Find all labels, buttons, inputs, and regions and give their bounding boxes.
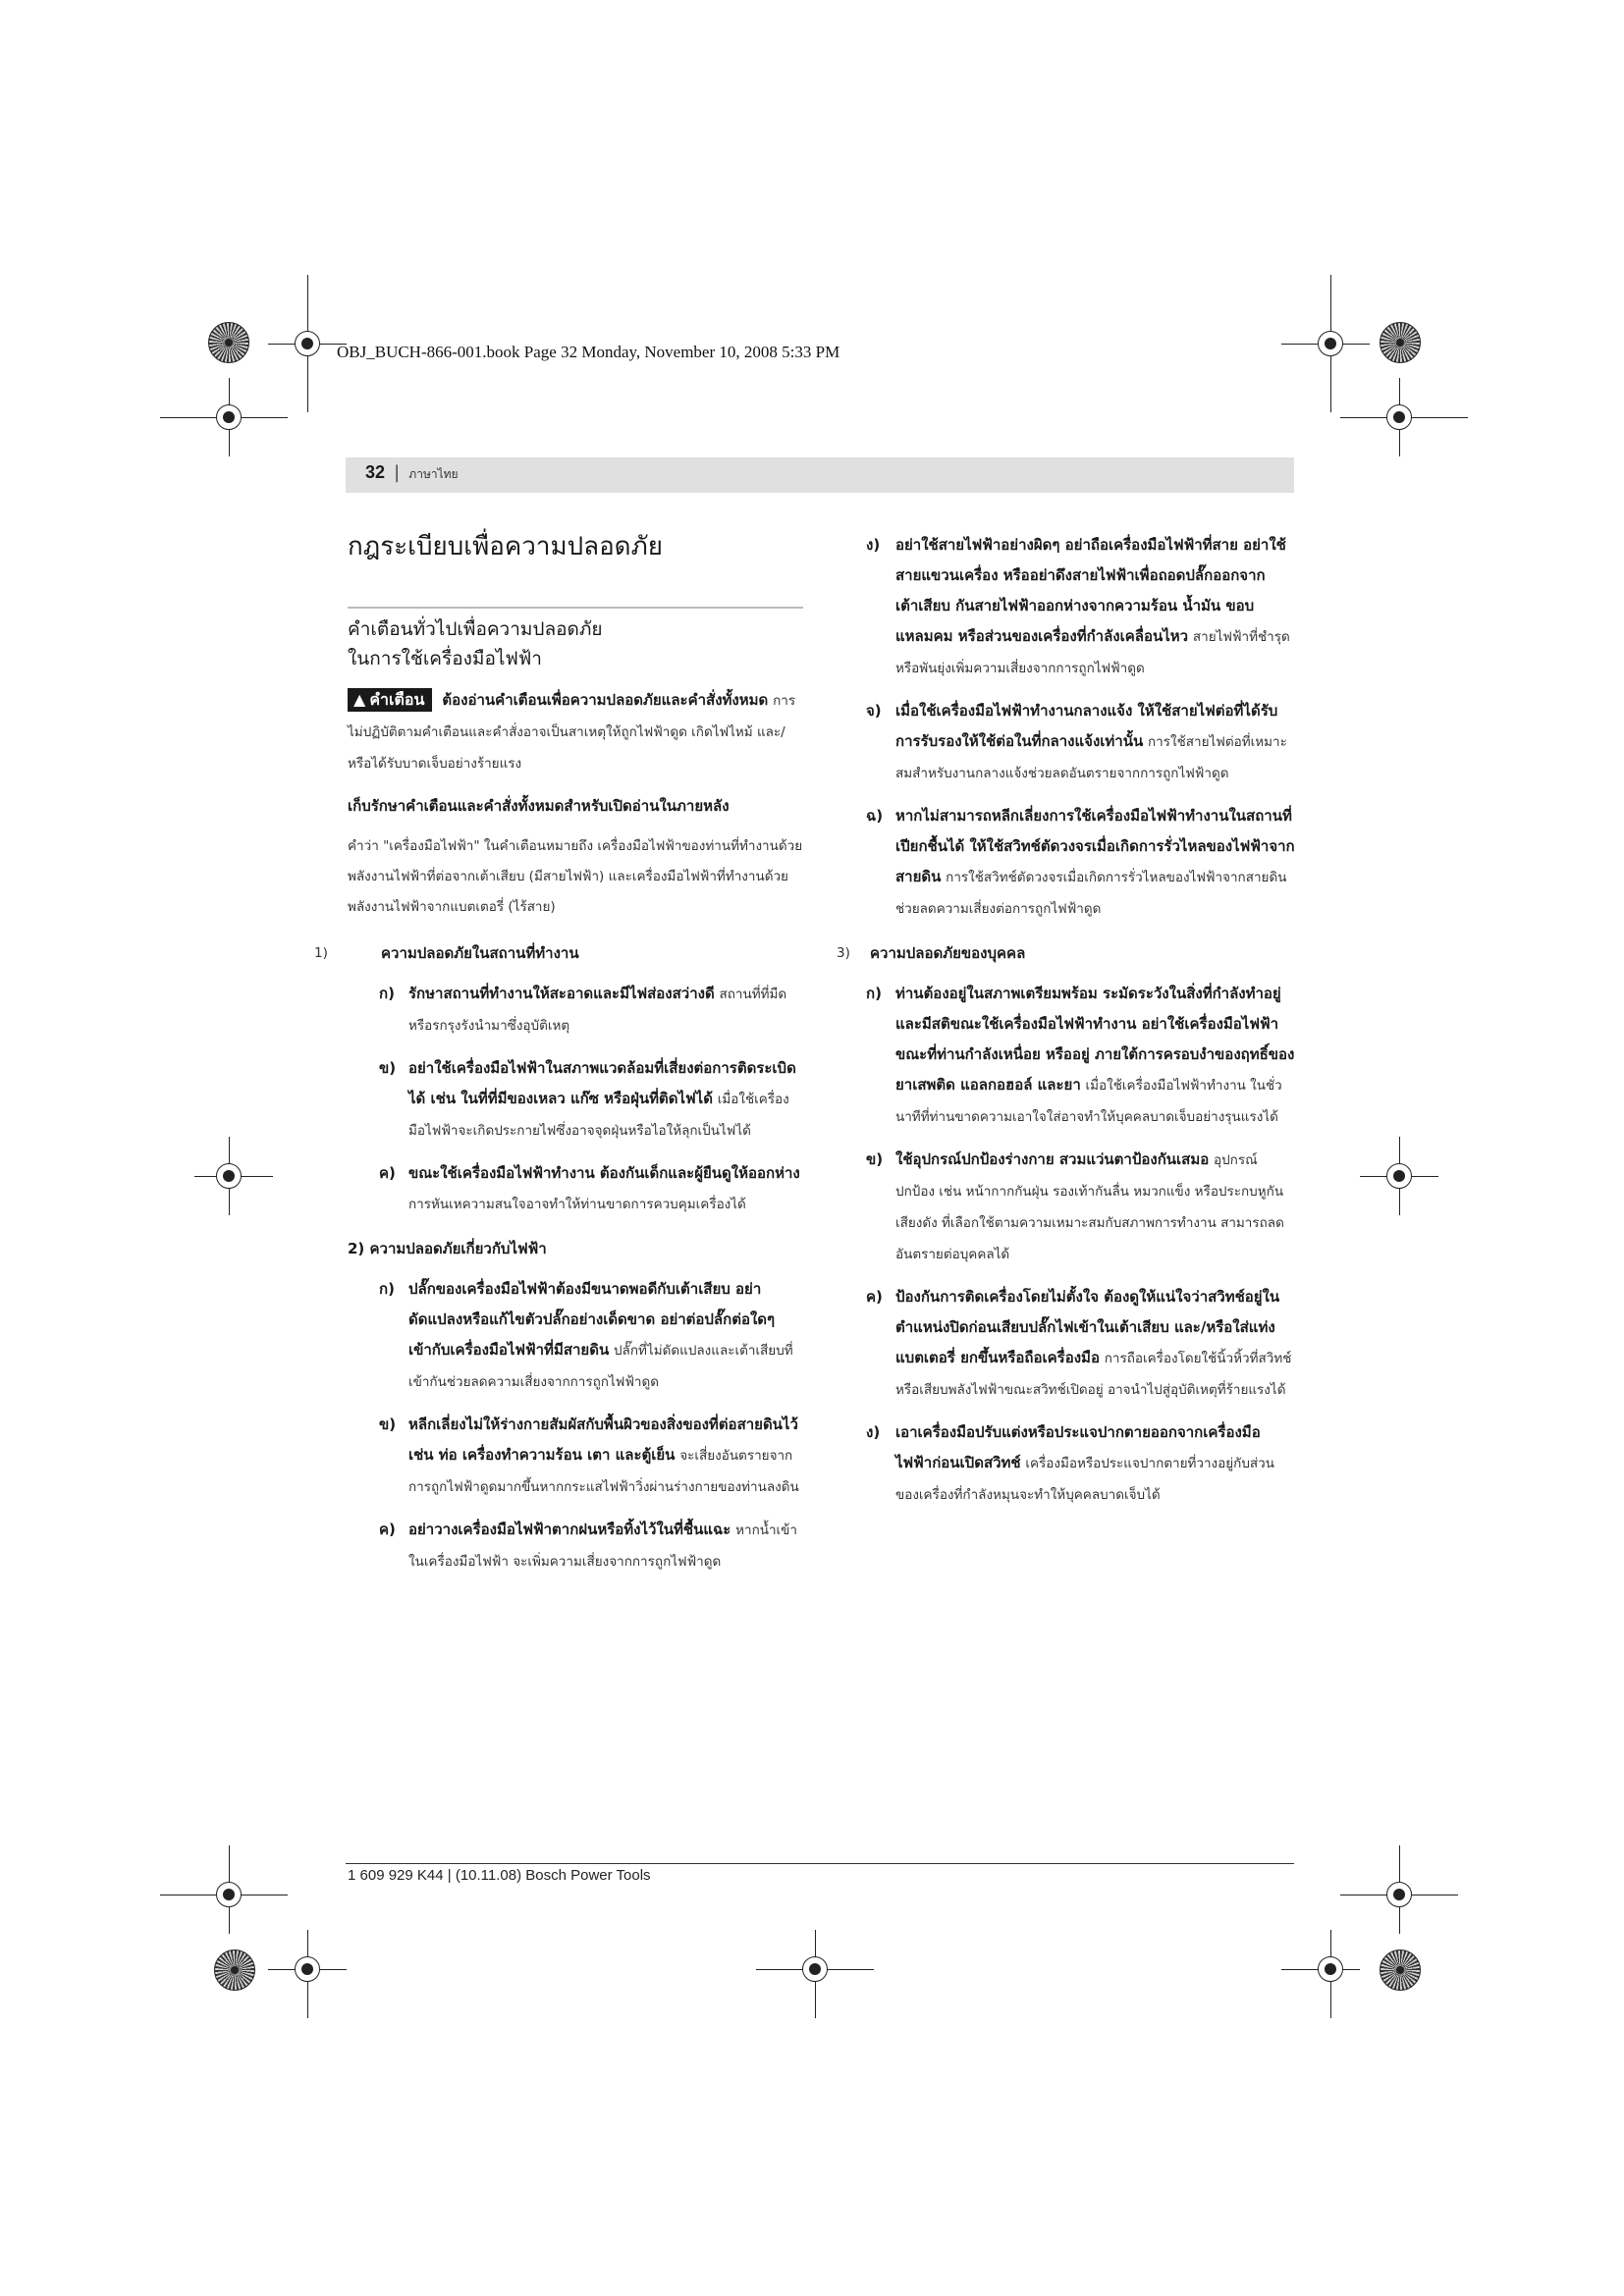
list-item: ค) ป้องกันการติดเครื่องโดยไม่ตั้งใจ ต้องดูให้แน่ใจว่าสวิทช์อยู่ในตำแหน่งปิดก่อนเสียบปลั๊กไฟเข้าในเต้าเสียบ และ/หรือใส่แท่งแบตเตอรี่ ยกขึ้นหรือถือเครื่องมือ การถือเครื่องโดยใช้นิ้วหิ้วที่สวิทช์ หรือเสียบพลังไฟฟ้าขณะสวิทช์เปิดอยู่ อาจนำไปสู่อุบัติเหตุที่ร้ายแรงได้ xyxy=(866,1288,1292,1398)
list-item: ค) ขณะใช้เครื่องมือไฟฟ้าทำงาน ต้องกันเด็กและผู้ยืนดูให้ออกห่าง การหันเหความสนใจอาจทำให้ท่านขาดการควบคุมเครื่องได้ xyxy=(379,1164,800,1212)
section-electrical-safety-title: 2) ความปลอดภัยเกี่ยวกับไฟฟ้า xyxy=(348,1240,547,1257)
registration-dial-bottom-left xyxy=(214,1949,255,1991)
registration-dial-top-left xyxy=(208,322,249,363)
subtitle-power-tools: ในการใช้เครื่องมือไฟฟ้า xyxy=(348,648,542,669)
page-header: 32 | ภาษาไทย xyxy=(365,462,459,483)
list-item: ฉ) หากไม่สามารถหลีกเลี่ยงการใช้เครื่องมือไฟฟ้าทำงานในสถานที่เปียกชื้นได้ ให้ใช้สวิทช์ตัดวงจรเมื่อเกิดการรั่วไหลของไฟฟ้าจากสายดิน การใช้สวิทช์ตัดวงจรเมื่อเกิดการรั่วไหลของไฟฟ้าจากสายดินช่วยลดความเสี่ยงต่อการถูกไฟฟ้าดูด xyxy=(866,807,1295,917)
list-item: ก) ปลั๊กของเครื่องมือไฟฟ้าต้องมีขนาดพอดีกับเต้าเสียบ อย่าดัดแปลงหรือแก้ไขตัวปลั๊กอย่างเด็ดขาด อย่าต่อปลั๊กต่อใดๆ เข้ากับเครื่องมือไฟฟ้าที่มีสายดิน ปลั๊กที่ไม่ดัดแปลงและเต้าเสียบที่เข้ากันช่วยลดความเสี่ยงจากการถูกไฟฟ้าดูด xyxy=(379,1280,793,1390)
keep-instructions-heading: เก็บรักษาคำเตือนและคำสั่งทั้งหมดสำหรับเปิดอ่านในภายหลัง xyxy=(348,797,730,815)
footer-text: 1 609 929 K44 | (10.11.08) Bosch Power Tools xyxy=(348,1867,651,1884)
right-column xyxy=(837,530,1296,1511)
section-number: 1) xyxy=(314,945,328,961)
power-tool-definition: คำว่า "เครื่องมือไฟฟ้า" ในคำเตือนหมายถึง เครื่องมือไฟฟ้าของท่านที่ทำงานด้วยพลังงานไฟฟ้าที่ต่อจากเต้าเสียบ (มีสายไฟฟ้า) และเครื่องมือไฟฟ้าที่ทำงานด้วยพลังงานไฟฟ้าจากแบตเตอรี่ (ไร้สาย) xyxy=(348,838,803,915)
list-item: ค) อย่าวางเครื่องมือไฟฟ้าตากฝนหรือทิ้งไว้ในที่ชื้นแฉะ หากน้ำเข้าในเครื่องมือไฟฟ้า จะเพิ่มความเสี่ยงจากการถูกไฟฟ้าดูด xyxy=(379,1521,797,1570)
page-number: 32 xyxy=(365,462,386,482)
section-number: 3) xyxy=(837,945,850,961)
warning-paragraph xyxy=(348,685,803,779)
warning-triangle-icon: ▲ xyxy=(353,690,366,709)
list-item: จ) เมื่อใช้เครื่องมือไฟฟ้าทำงานกลางแจ้ง ให้ใช้สายไฟต่อที่ได้รับการรับรองให้ใช้ต่อในที่กลางแจ้งเท่านั้น การใช้สายไฟต่อที่เหมาะสมสำหรับงานกลางแจ้งช่วยลดอันตรายจากการถูกไฟฟ้าดูด xyxy=(866,702,1287,781)
list-item: ข) ใช้อุปกรณ์ปกป้องร่างกาย สวมแว่นตาป้องกันเสมอ อุปกรณ์ปกป้อง เช่น หน้ากากกันฝุ่น รองเท้ากันลื่น หมวกแข็ง หรือประกบหูกันเสียงดัง ที่เลือกใช้ตามความเหมาะสมกับสภาพการทำงาน สามารถลดอันตรายต่อบุคคลได้ xyxy=(866,1150,1284,1262)
warning-badge: ▲ คำเตือน xyxy=(348,688,432,712)
section-personal-safety xyxy=(837,938,1296,969)
page-header-bar xyxy=(346,457,1294,493)
list-item: ก) ท่านต้องอยู่ในสภาพเตรียมพร้อม ระมัดระวังในสิ่งที่กำลังทำอยู่ และมีสติขณะใช้เครื่องมือไฟฟ้าทำงาน อย่าใช้เครื่องมือไฟฟ้าขณะที่ท่านกำลังเหนื่อย หรืออยู่ ภายใต้การครอบงำของฤทธิ์ของยาเสพติด แอลกอฮอล์ และยา เมื่อใช้เครื่องมือไฟฟ้าทำงาน ในชั่วนาทีที่ท่านขาดความเอาใจใส่อาจทำให้บุคคลบาดเจ็บอย่างรุนแรงได้ xyxy=(866,985,1295,1125)
list-item: ง) เอาเครื่องมือปรับแต่งหรือประแจปากตายออกจากเครื่องมือไฟฟ้าก่อนเปิดสวิทช์ เครื่องมือหรือประแจปากตายที่วางอยู่กับส่วนของเครื่องที่กำลังหมุนจะทำให้บุคคลบาดเจ็บได้ xyxy=(866,1423,1274,1503)
section-title: ความปลอดภัยของบุคคล xyxy=(870,944,1026,962)
footer-rule xyxy=(346,1863,1294,1864)
page-title: กฎระเบียบเพื่อความปลอดภัย xyxy=(348,532,663,561)
subtitle-general-warnings: คำเตือนทั่วไปเพื่อความปลอดภัย xyxy=(348,618,603,640)
warning-text: การไม่ปฏิบัติตามคำเตือนและคำสั่งอาจเป็นสาเหตุให้ถูกไฟฟ้าดูด เกิดไฟไหม้ และ/หรือได้รับบาดเจ็บอย่างร้ายแรง xyxy=(348,693,796,772)
registration-dial-top-right xyxy=(1380,322,1421,363)
section-title: ความปลอดภัยในสถานที่ทำงาน xyxy=(381,944,579,962)
list-item: ก) รักษาสถานที่ทำงานให้สะอาดและมีไฟส่องสว่างดี สถานที่ที่มืดหรือรกรุงรังนำมาซึ่งอุบัติเหตุ xyxy=(379,985,787,1034)
list-item: ง) อย่าใช้สายไฟฟ้าอย่างผิดๆ อย่าถือเครื่องมือไฟฟ้าที่สาย อย่าใช้สายแขวนเครื่อง หรืออย่าดึงสายไฟฟ้าเพื่อถอดปลั๊กออกจากเต้าเสียบ กันสายไฟฟ้าออกห่างจากความร้อน น้ำมัน ขอบแหลมคม หรือส่วนของเครื่องที่กำลังเคลื่อนไหว สายไฟฟ้าที่ชำรุดหรือพันยุ่งเพิ่มความเสี่ยงจากการถูกไฟฟ้าดูด xyxy=(866,536,1290,676)
section-work-area xyxy=(314,938,803,969)
left-column xyxy=(314,530,803,1577)
warning-bold-text: ต้องอ่านคำเตือนเพื่อความปลอดภัยและคำสั่งทั้งหมด xyxy=(442,691,769,709)
page-language: ภาษาไทย xyxy=(408,467,459,481)
list-item: ข) หลีกเลี่ยงไม่ให้ร่างกายสัมผัสกับพื้นผิวของสิ่งของที่ต่อสายดินไว้ เช่น ท่อ เครื่องทำความร้อน เตา และตู้เย็น จะเสี่ยงอันตรายจากการถูกไฟฟ้าดูดมากขึ้นหากกระแสไฟฟ้าวิ่งผ่านร่างกายของท่านลงดิน xyxy=(379,1415,799,1495)
list-item: ข) อย่าใช้เครื่องมือไฟฟ้าในสภาพแวดล้อมที่เสี่ยงต่อการติดระเบิดได้ เช่น ในที่ที่มีของเหลว แก๊ซ หรือฝุ่นที่ติดไฟได้ เมื่อใช้เครื่องมือไฟฟ้าจะเกิดประกายไฟซึ่งอาจจุดฝุ่นหรือไอให้ลุกเป็นไฟได้ xyxy=(379,1059,796,1139)
file-info: OBJ_BUCH-866-001.book Page 32 Monday, November 10, 2008 5:33 PM xyxy=(337,343,840,361)
registration-dial-bottom-right xyxy=(1380,1949,1421,1991)
